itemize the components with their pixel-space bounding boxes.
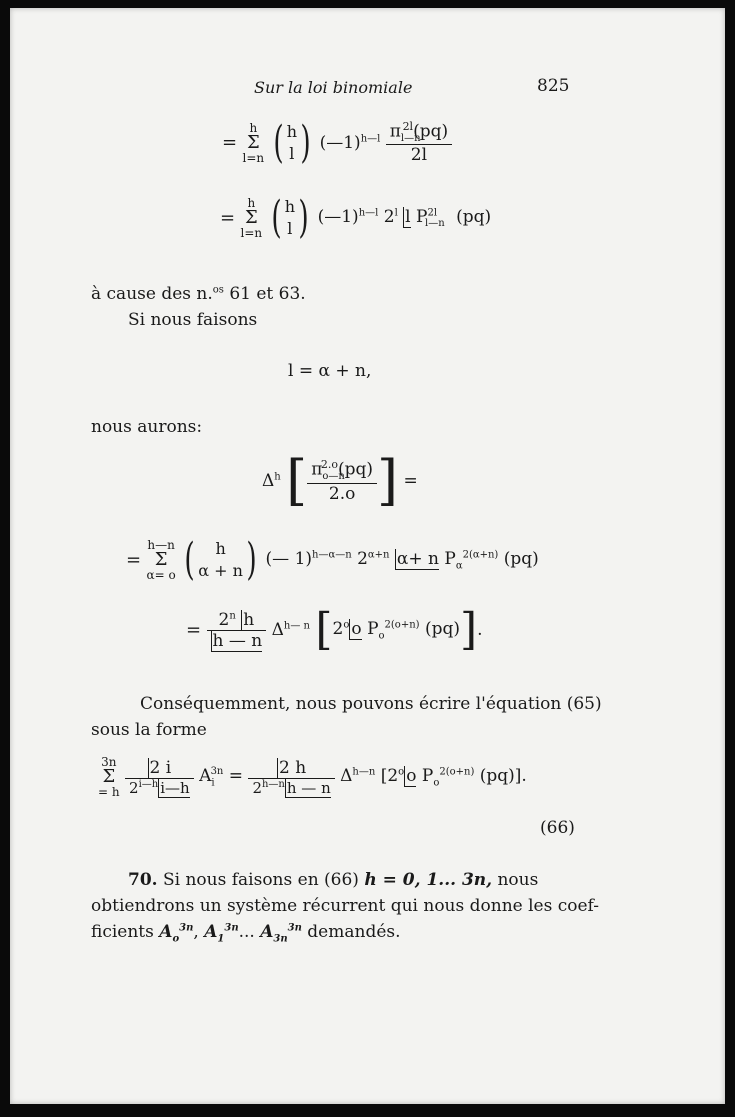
- equation-label: (66): [540, 818, 575, 838]
- document-page: [10, 8, 725, 1104]
- page-number: 825: [537, 76, 570, 96]
- text-line: à cause des n.$^{os}$ 61 et 63.: [91, 284, 306, 304]
- text-line: Si nous faisons: [128, 310, 258, 330]
- paragraph-70-line-1: 70. Si nous faisons en (66) h = 0, 1... 3n, nous: [128, 870, 539, 890]
- sum-operator: 3n Σ = h: [98, 755, 120, 799]
- factorial: α+ n: [396, 548, 439, 569]
- fraction: $\frac{\pi_{o—n}^{2.o}(pq)}{2.o}$: [307, 458, 377, 503]
- fraction: $\frac{2 i}{2^{i—h} i—h}$: [125, 758, 194, 797]
- fraction: $\frac{\pi_{l—n}^{2l}(pq)}{2l}$: [386, 120, 452, 165]
- binomial: h l: [286, 121, 298, 163]
- equation-7: 3n Σ = h $\frac{2 i}{2^{i—h} i—h}$ $A_i^{3n}$ = $\frac{2 h}{2^{h—n} h — n}$ $\Delta^{h—n}$ [2$^o$ o $P_o^{2(o+n)}$ (pq)].: [98, 755, 527, 799]
- text-line: nous aurons:: [91, 417, 203, 437]
- binomial: h α + n: [198, 539, 243, 580]
- text-line: sous la forme: [91, 720, 207, 740]
- paragraph-70-line-3: ficients $A_o^{3n}$, $A_1^{3n}$... $A_{3n}^{3n}$ demandés.: [91, 922, 401, 945]
- fraction: $\frac{2 h}{2^{h—n} h — n}$: [248, 758, 334, 797]
- paragraph-70-line-2: obtiendrons un système récurrent qui nous donne les coef-: [91, 896, 599, 916]
- binomial: h l: [284, 197, 296, 238]
- section-number: 70.: [128, 870, 158, 890]
- sum-operator: h—n Σ α= o: [146, 538, 176, 582]
- sum-operator: h Σ l=n: [240, 196, 263, 240]
- equation-5: = h—n Σ α= o ( h α + n) (— 1)$^{h—\alpha—n}$ $2^{\alpha+n}$ α+ n $P_\alpha^{2(\alpha+n)}$ (pq): [126, 534, 539, 585]
- text-line: Conséquemment, nous pouvons écrire l'équation (65): [140, 694, 602, 714]
- equation-6: = $\frac{2^n h}{h — n}$ $\Delta^{h— n}$ [2$^o$ o $P_o^{2(o+n)}$ (pq)].: [186, 604, 483, 655]
- fraction: $\frac{2^n h}{h — n}$: [207, 610, 267, 651]
- sum-operator: h Σ l=n: [242, 120, 265, 165]
- equation-2: = h Σ l=n ( h l ) (—1)$^{h—l}$ 2$^l$ l $P^{2l}_{l—n}$ (pq): [220, 192, 492, 243]
- running-title: Sur la loi binomiale: [254, 78, 413, 97]
- equation-1: = h Σ l=n ( h l ) (—1)$^{h—l}$ $\frac{\pi_{l—n}^{2l}(pq)}{2l}$: [222, 120, 452, 165]
- equation-4: $\Delta^h$ [ $\frac{\pi_{o—n}^{2.o}(pq)}{2.o}$ ] =: [262, 449, 418, 512]
- equation-3: l = α + n,: [288, 361, 372, 381]
- factorial: l: [405, 206, 411, 227]
